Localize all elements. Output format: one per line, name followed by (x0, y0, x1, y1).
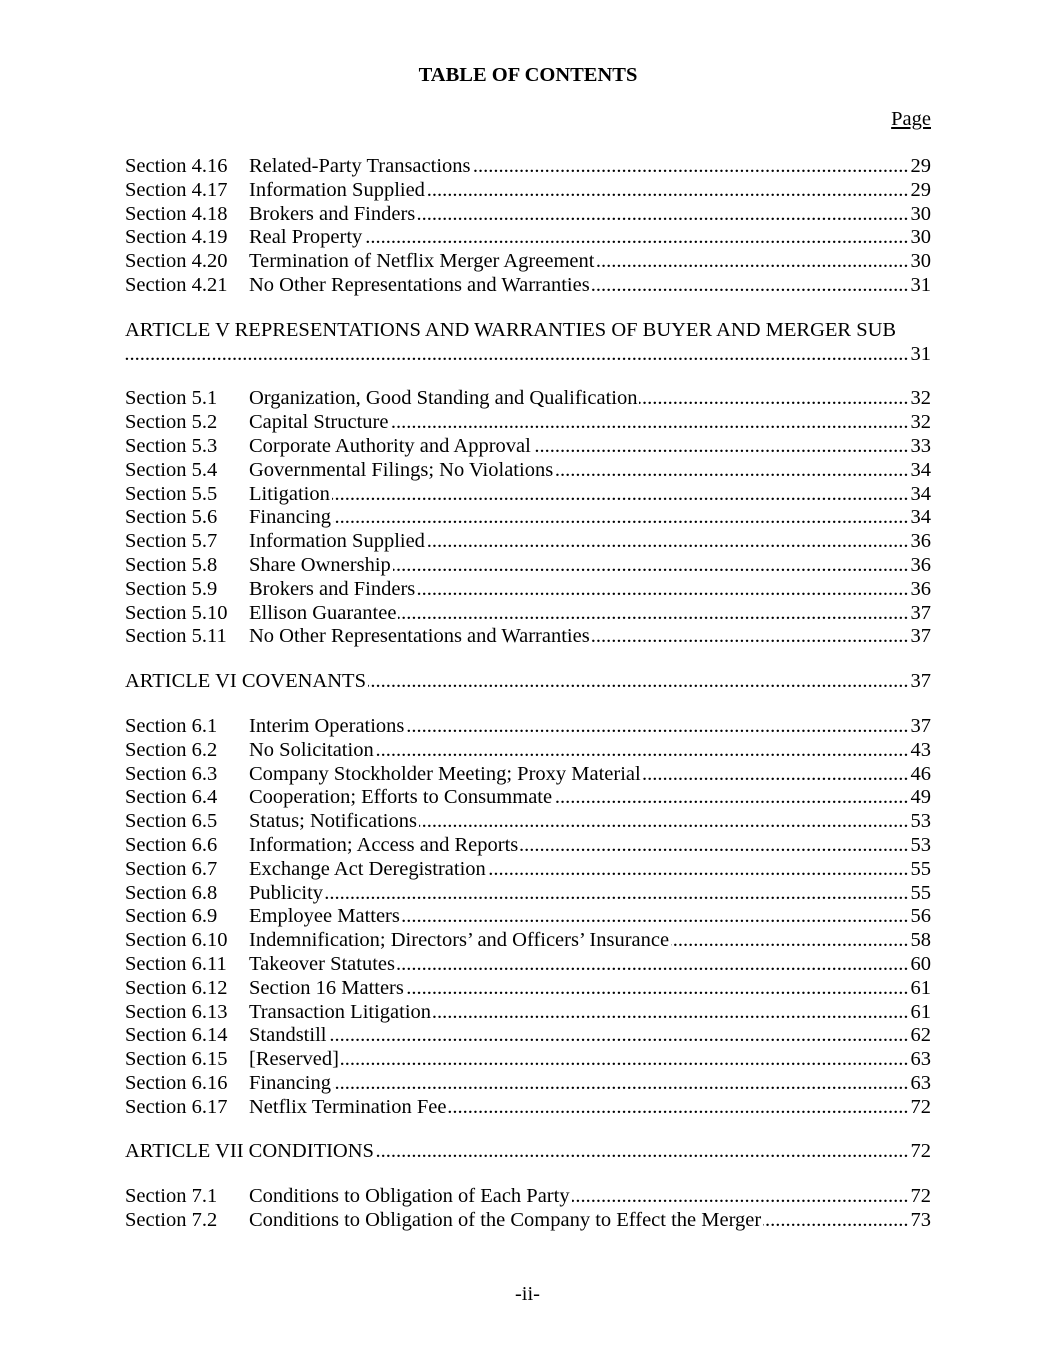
section-title: Ellison Guarantee (249, 601, 397, 624)
dot-leader (402, 905, 909, 929)
page-number: 34 (910, 506, 931, 529)
page-number: 53 (910, 810, 931, 833)
dot-leader (364, 226, 908, 250)
dot-leader (397, 953, 908, 977)
page-number: 62 (910, 1024, 931, 1047)
page-number: 37 (910, 714, 931, 737)
toc-entry-section-6-6 (125, 834, 931, 858)
section-number: Section 5.2 (125, 411, 218, 434)
section-number: Section 5.9 (125, 577, 218, 600)
section-number: Section 5.11 (125, 625, 227, 648)
section-number: Section 6.14 (125, 1024, 228, 1047)
toc-entry-article-v (125, 319, 931, 367)
dot-leader (368, 670, 909, 694)
section-number: Section 5.10 (125, 601, 228, 624)
section-title: Information; Access and Reports (249, 833, 519, 856)
toc-group-article-vi (125, 715, 931, 1120)
page-number: 72 (910, 1095, 931, 1118)
dot-leader (376, 739, 909, 763)
toc-entry-section-5-5 (125, 483, 931, 507)
page-number: 61 (910, 1000, 931, 1023)
dot-leader (639, 387, 908, 411)
toc-entry-section-6-5 (125, 810, 931, 834)
dot-leader (433, 1001, 908, 1025)
toc-entry-section-7-2 (125, 1209, 931, 1233)
page-number: 29 (910, 155, 931, 177)
page-number: 34 (910, 482, 931, 505)
dot-leader (427, 179, 909, 203)
dot-leader (417, 203, 908, 227)
toc-entry-section-6-1 (125, 715, 931, 739)
toc-entry-section-6-11 (125, 953, 931, 977)
page-number: 32 (910, 411, 931, 434)
section-number: Section 5.1 (125, 387, 218, 410)
section-title: Financing (249, 1071, 331, 1094)
section-title: Status; Notifications (249, 810, 417, 833)
toc-entry-section-6-14 (125, 1024, 931, 1048)
section-title: Cooperation; Efforts to Consummate (249, 786, 553, 809)
section-title: Financing (249, 506, 331, 529)
footer-page-number: -ii- (514, 1283, 541, 1305)
toc-entry-article-vii (125, 1140, 931, 1164)
toc-entry-section-5-1 (125, 387, 931, 411)
document-title: TABLE OF CONTENTS (418, 64, 638, 86)
section-number: Section 6.7 (125, 857, 218, 880)
section-title: Publicity (249, 881, 324, 904)
dot-leader (332, 483, 909, 507)
toc-entry-section-5-4 (125, 459, 931, 483)
section-number: Section 6.4 (125, 786, 218, 809)
dot-leader (448, 1096, 908, 1120)
toc-group-article-iv (125, 155, 931, 298)
dot-leader (406, 715, 908, 739)
dot-leader (398, 602, 908, 626)
section-number: Section 6.9 (125, 905, 218, 928)
page-number: 55 (910, 881, 931, 904)
page-number: 55 (910, 857, 931, 880)
dot-leader (125, 343, 909, 367)
section-title: No Solicitation (249, 738, 374, 761)
dot-leader (596, 250, 908, 274)
article-heading: ARTICLE V REPRESENTATIONS AND WARRANTIES OF BUYER AND MERGER SUB (125, 318, 897, 341)
dot-leader (533, 435, 909, 459)
article-leader-line (125, 343, 931, 367)
toc-entry-section-6-12 (125, 977, 931, 1001)
section-number: Section 4.17 (125, 178, 228, 201)
section-number: Section 6.10 (125, 929, 228, 952)
page-number: 29 (910, 178, 931, 201)
section-title: Litigation (249, 482, 330, 505)
toc-entry-section-6-2 (125, 739, 931, 763)
section-number: Section 6.6 (125, 833, 218, 856)
section-title: Real Property (249, 226, 363, 249)
page-column-label: Page (891, 108, 931, 130)
toc-entry-section-5-11 (125, 625, 931, 649)
dot-leader (671, 929, 908, 953)
section-number: Section 6.3 (125, 762, 218, 785)
section-title: Netflix Termination Fee (249, 1095, 447, 1118)
page-number: 72 (910, 1185, 931, 1208)
dot-leader (325, 882, 908, 906)
page-number: 30 (910, 250, 931, 273)
dot-leader (390, 411, 908, 435)
dot-leader (763, 1209, 908, 1233)
section-number: Section 6.2 (125, 738, 218, 761)
dot-leader (643, 763, 909, 787)
section-title: Indemnification; Directors’ and Officers’ Insurance (249, 929, 670, 952)
page-number: 61 (910, 976, 931, 999)
toc-entry-section-6-9 (125, 905, 931, 929)
page-number: 36 (910, 577, 931, 600)
article-heading-row (125, 670, 931, 694)
section-title: No Other Representations and Warranties (249, 273, 590, 296)
section-title: Employee Matters (249, 905, 400, 928)
page-number: 30 (910, 226, 931, 249)
section-number: Section 5.7 (125, 530, 218, 553)
toc-entry-section-7-1 (125, 1185, 931, 1209)
toc-entry-section-4-21 (125, 274, 931, 298)
table-of-contents (125, 63, 931, 1233)
toc-entry-article-vi (125, 670, 931, 694)
section-title: Brokers and Finders (249, 202, 416, 225)
page-number: 72 (910, 1140, 931, 1163)
section-number: Section 6.1 (125, 714, 218, 737)
page-number: 37 (910, 601, 931, 624)
toc-entry-section-5-10 (125, 602, 931, 626)
page-number: 32 (910, 387, 931, 410)
section-title: Company Stockholder Meeting; Proxy Material (249, 762, 641, 785)
section-title: Transaction Litigation (249, 1000, 432, 1023)
section-title: Exchange Act Deregistration (249, 857, 486, 880)
section-title: [Reserved] (249, 1048, 339, 1071)
toc-entry-section-6-7 (125, 858, 931, 882)
section-title: Corporate Authority and Approval (249, 434, 531, 457)
section-number: Section 6.12 (125, 976, 228, 999)
page-number: 37 (910, 670, 931, 693)
dot-leader (333, 506, 909, 530)
section-number: Section 4.19 (125, 226, 228, 249)
section-number: Section 5.8 (125, 553, 218, 576)
toc-entry-section-6-3 (125, 763, 931, 787)
dot-leader (572, 1185, 909, 1209)
toc-entry-section-4-16 (125, 155, 931, 179)
toc-entry-section-6-17 (125, 1096, 931, 1120)
section-title: Termination of Netflix Merger Agreement (249, 250, 595, 273)
page-number: 53 (910, 833, 931, 856)
dot-leader (419, 810, 909, 834)
section-title: Share Ownership (249, 553, 391, 576)
toc-entry-section-6-15 (125, 1048, 931, 1072)
toc-entry-section-4-18 (125, 203, 931, 227)
dot-leader (488, 858, 909, 882)
toc-entry-section-5-6 (125, 506, 931, 530)
section-title: Standstill (249, 1024, 327, 1047)
dot-leader (376, 1140, 909, 1164)
page-number: 43 (910, 738, 931, 761)
dot-leader (417, 578, 908, 602)
section-number: Section 6.13 (125, 1000, 228, 1023)
page-number: 49 (910, 786, 931, 809)
article-heading: ARTICLE VI COVENANTS (125, 670, 366, 693)
dot-leader (393, 554, 909, 578)
dot-leader (333, 1072, 909, 1096)
section-number: Section 4.20 (125, 250, 228, 273)
toc-entry-section-6-8 (125, 882, 931, 906)
page-column-header (125, 107, 931, 131)
page-number: 31 (910, 342, 931, 365)
section-title: Information Supplied (249, 530, 425, 553)
section-title: Related-Party Transactions (249, 155, 471, 177)
article-heading-row (125, 1140, 931, 1164)
section-title: Governmental Filings; No Violations (249, 458, 554, 481)
section-title: Organization, Good Standing and Qualification (249, 387, 638, 410)
section-number: Section 4.21 (125, 273, 228, 296)
article-heading: ARTICLE VII CONDITIONS (125, 1140, 374, 1163)
section-title: Section 16 Matters (249, 976, 404, 999)
section-title: Conditions to Obligation of the Company to Effect the Merger (249, 1209, 762, 1232)
page-number: 33 (910, 434, 931, 457)
page-number: 73 (910, 1209, 931, 1232)
dot-leader (520, 834, 908, 858)
section-title: Takeover Statutes (249, 952, 396, 975)
section-number: Section 4.16 (125, 155, 228, 177)
toc-entry-section-5-2 (125, 411, 931, 435)
section-number: Section 6.15 (125, 1048, 228, 1071)
toc-group-article-v (125, 387, 931, 649)
dot-leader (341, 1048, 909, 1072)
page-number: 31 (910, 273, 931, 296)
section-number: Section 6.5 (125, 810, 218, 833)
section-title: Conditions to Obligation of Each Party (249, 1185, 570, 1208)
page-number: 63 (910, 1048, 931, 1071)
section-number: Section 6.11 (125, 952, 227, 975)
dot-leader (592, 625, 909, 649)
page-number: 36 (910, 553, 931, 576)
toc-entry-section-5-9 (125, 578, 931, 602)
toc-entry-section-5-8 (125, 554, 931, 578)
section-number: Section 5.4 (125, 458, 218, 481)
section-number: Section 6.17 (125, 1095, 228, 1118)
section-number: Section 6.16 (125, 1071, 228, 1094)
toc-entry-section-4-17 (125, 179, 931, 203)
section-number: Section 7.2 (125, 1209, 218, 1232)
section-title: Capital Structure (249, 411, 389, 434)
section-title: Brokers and Finders (249, 577, 416, 600)
toc-entry-section-4-20 (125, 250, 931, 274)
dot-leader (406, 977, 909, 1001)
section-title: Information Supplied (249, 178, 425, 201)
dot-leader (328, 1024, 908, 1048)
section-number: Section 6.8 (125, 881, 218, 904)
dot-leader (473, 155, 909, 179)
section-number: Section 7.1 (125, 1185, 218, 1208)
page-number: 46 (910, 762, 931, 785)
page-number: 37 (910, 625, 931, 648)
page-number: 36 (910, 530, 931, 553)
toc-entry-section-5-7 (125, 530, 931, 554)
page-number: 58 (910, 929, 931, 952)
toc-group-article-vii (125, 1185, 931, 1233)
toc-entry-section-6-4 (125, 786, 931, 810)
section-title: No Other Representations and Warranties (249, 625, 590, 648)
section-number: Section 5.5 (125, 482, 218, 505)
page-number: 56 (910, 905, 931, 928)
dot-leader (592, 274, 909, 298)
toc-entry-section-4-19 (125, 226, 931, 250)
section-title: Interim Operations (249, 714, 405, 737)
page-number: 30 (910, 202, 931, 225)
toc-entry-section-6-10 (125, 929, 931, 953)
page-number: 63 (910, 1071, 931, 1094)
toc-entry-section-6-16 (125, 1072, 931, 1096)
toc-entry-section-5-3 (125, 435, 931, 459)
section-number: Section 5.6 (125, 506, 218, 529)
page-number: 34 (910, 458, 931, 481)
dot-leader (427, 530, 909, 554)
toc-entry-section-6-13 (125, 1001, 931, 1025)
page-number: 60 (910, 952, 931, 975)
section-number: Section 5.3 (125, 434, 218, 457)
section-number: Section 4.18 (125, 202, 228, 225)
dot-leader (554, 786, 908, 810)
dot-leader (555, 459, 908, 483)
